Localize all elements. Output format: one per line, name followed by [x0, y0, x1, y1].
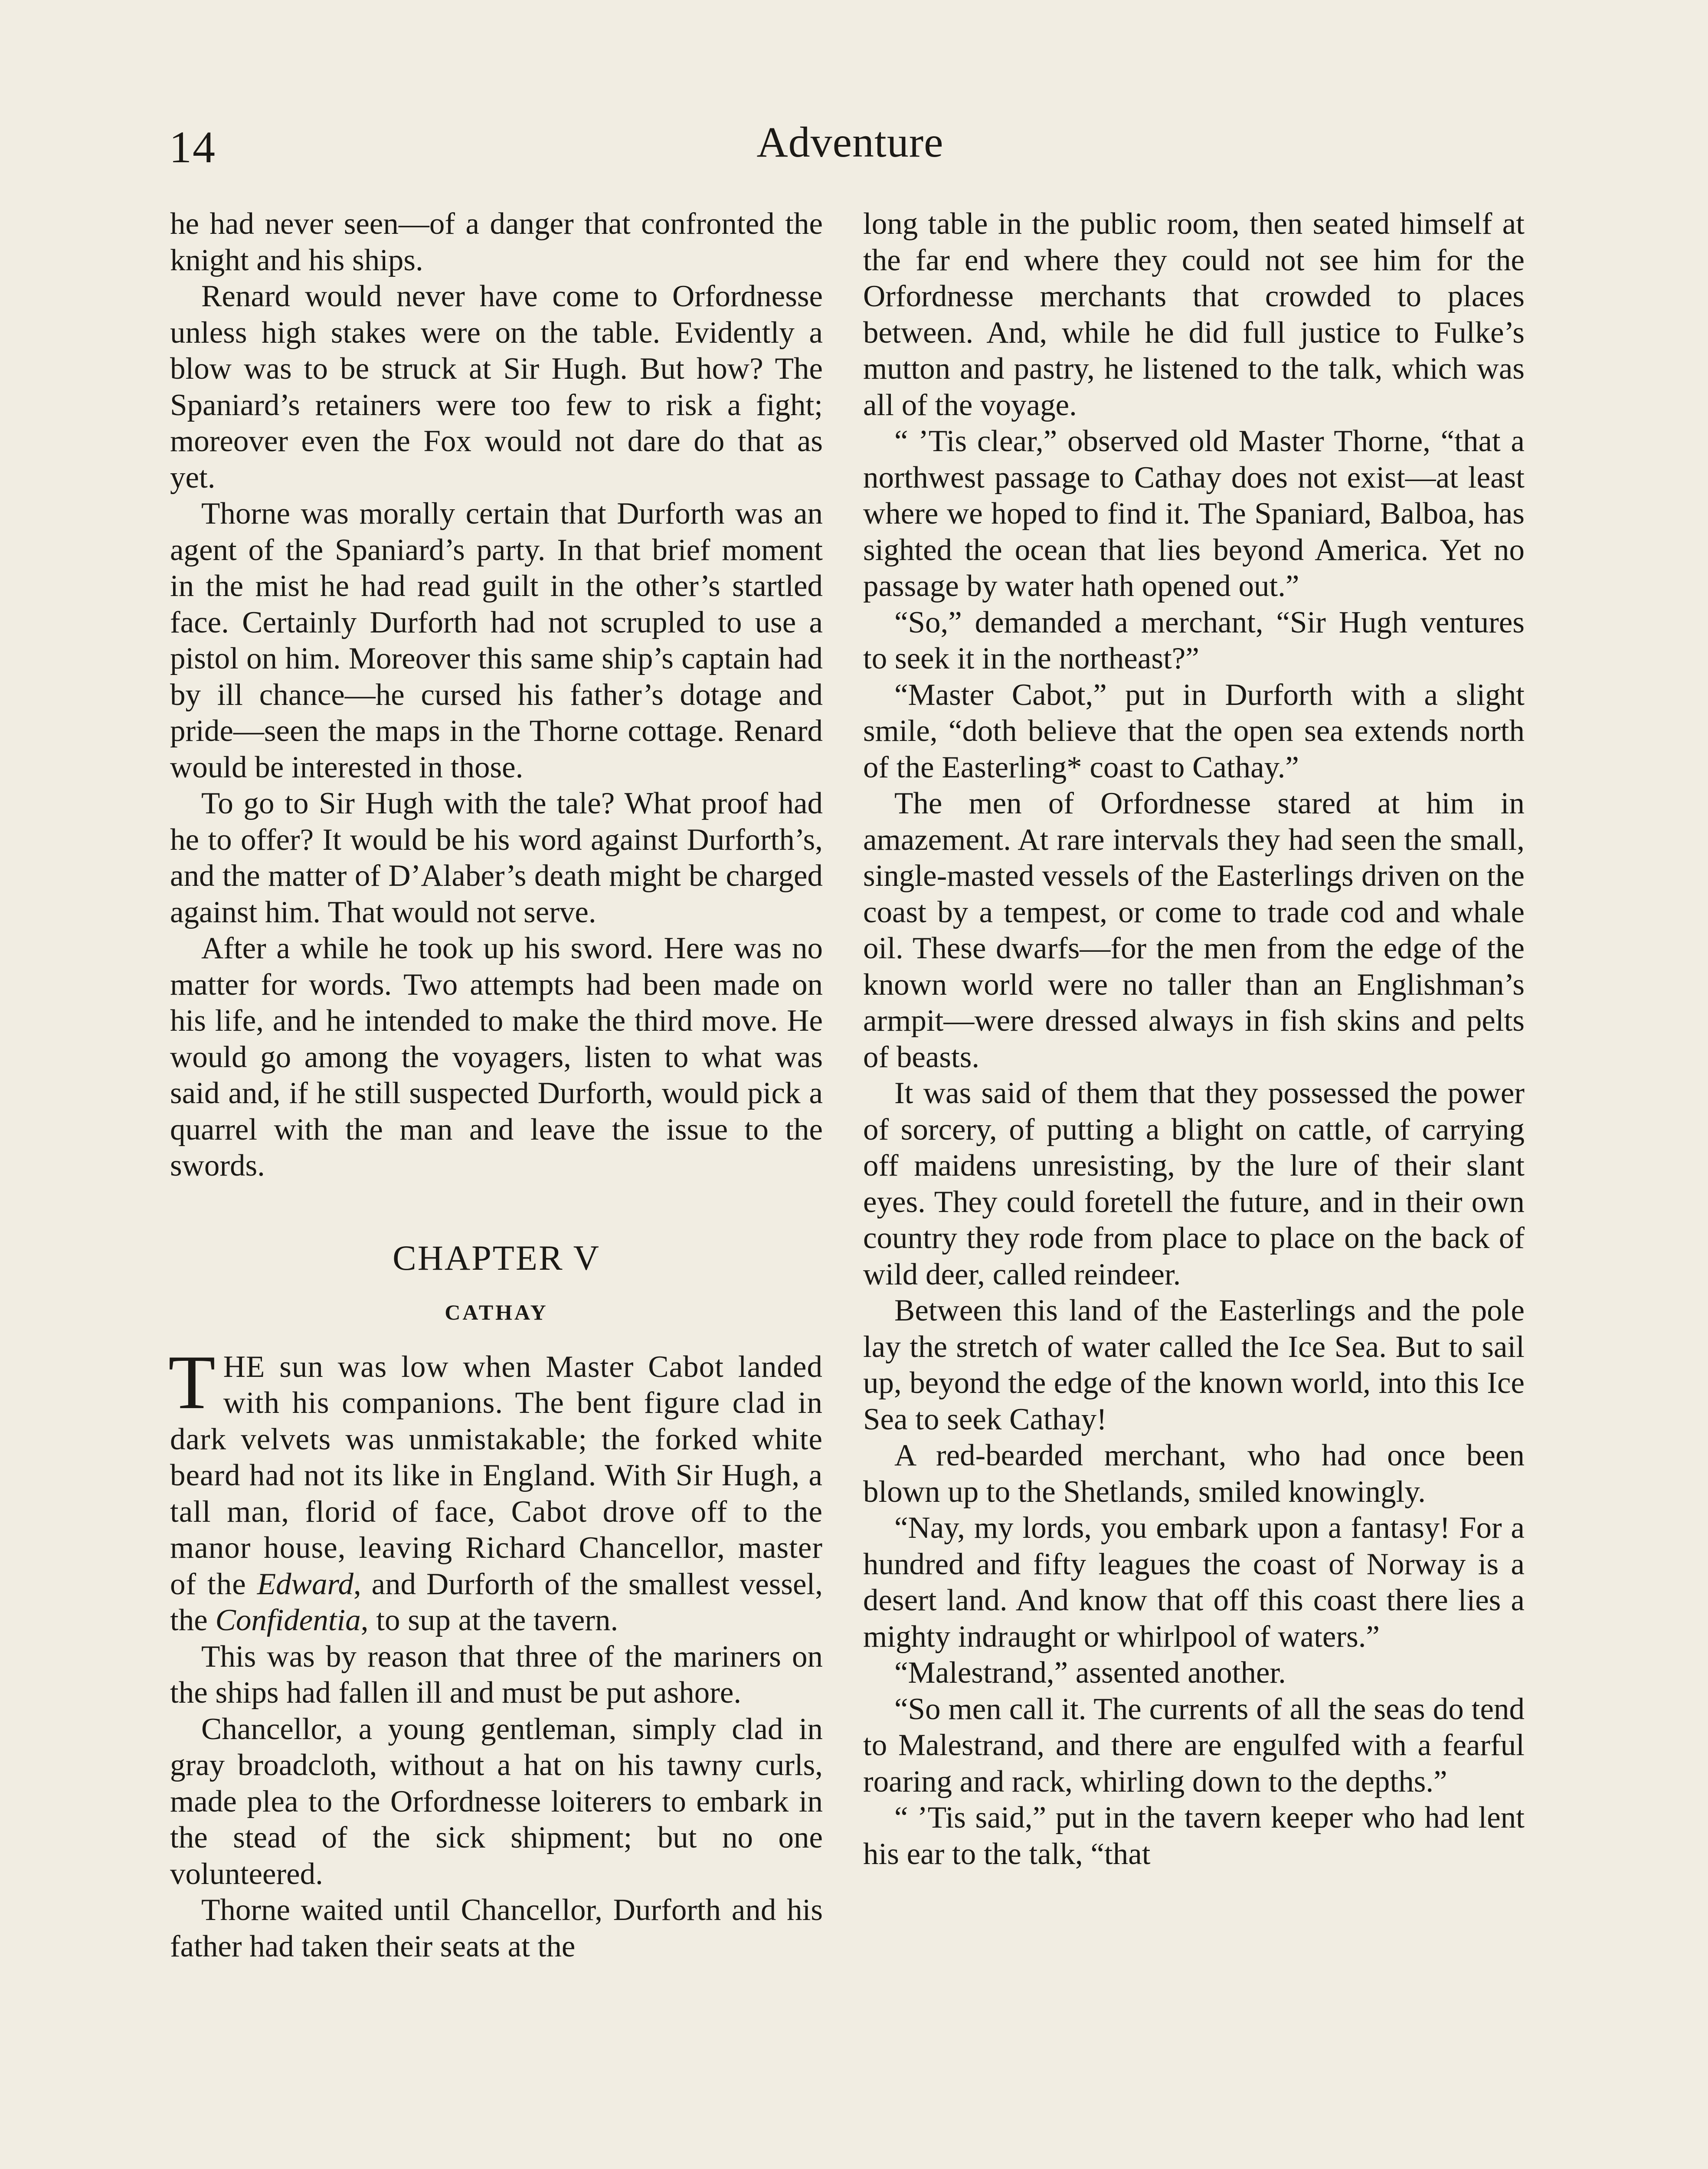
paragraph: A red-bearded merchant, who had once been blown up to the Shetlands, smiled knowingly. [863, 1438, 1525, 1509]
paragraph: This was by reason that three of the mariners on the ships had fallen ill and must be put ashore. [170, 1639, 823, 1710]
chapter-subtitle: CATHAY [445, 1300, 548, 1324]
paragraph: After a while he took up his sword. Here was no matter for words. Two attempts had been made on his life, and he intended to make the third move. He would go among the voyagers, listen to what was said and, if he still suspected Durforth, would pick a quarrel with the man and leave the issue to the swords. [170, 931, 823, 1183]
left-column [170, 206, 823, 1965]
running-head: Adventure [756, 118, 944, 166]
paragraph: Between this land of the Easterlings and the pole lay the stretch of water called the Ice Sea. But to sail up, beyond the edge of the known world, into this Ice Sea to seek Cathay! [863, 1294, 1525, 1436]
paragraph: Chancellor, a young gentleman, simply clad in gray broadcloth, without a hat on his tawny curls, made plea to the Orfordnesse loiterers to embark in the stead of the sick shipment; but no one volunteered. [170, 1712, 823, 1891]
page-number: 14 [169, 122, 216, 172]
paragraph: he had never seen—of a danger that confronted the knight and his ships. [170, 207, 823, 277]
right-column [863, 206, 1525, 1872]
opening-text-middle: , and Durforth of the smallest vessel, the [170, 1567, 823, 1637]
drop-cap: T [168, 1339, 216, 1425]
opening-text: HE sun was low when Master Cabot landed with his companions. The bent figure clad in dark velvets was unmistakable; the forked white beard had not its like in England. With Sir Hugh, a tall man, florid of face, Cabot drove off to the manor house, leaving Richard Chancellor, master of the [170, 1350, 823, 1601]
paragraph: Thorne waited until Chancellor, Durforth and his father had taken their seats at the [170, 1893, 823, 1963]
paragraph: “So,” demanded a merchant, “Sir Hugh ventures to seek it in the northeast?” [863, 605, 1525, 675]
paragraph: Thorne was morally certain that Durforth was an agent of the Spaniard’s party. In that brief moment in the mist he had read guilt in the other’s startled face. Certainly Durforth had not scrupled to use a pistol on him. Moreover this same ship’s captain had by ill chance—he cursed his father’s dotage and pride—seen the maps in the Thorne cottage. Renard would be interested in those. [170, 497, 823, 784]
opening-text-end: , to sup at the tavern. [360, 1603, 618, 1637]
paragraph: To go to Sir Hugh with the tale? What proof had he to offer? It would be his word against Durforth’s, and the matter of D’Alaber’s death might be charged against him. That would not serve. [170, 786, 823, 929]
page-header [169, 117, 1531, 178]
paragraph: “Malestrand,” assented another. [894, 1656, 1286, 1690]
paragraph: long table in the public room, then seated himself at the far end where they could not see him for the Orfordnesse merchants that crowded to places between. And, while he did full justice to Fulke’s mutton and pastry, he listened to the talk, which was all of the voyage. [863, 207, 1525, 422]
paragraph: Renard would never have come to Orfordnesse unless high stakes were on the table. Evidently a blow was to be struck at Sir Hugh. But how? The Spaniard’s retainers were too few to risk a fight; moreover even the Fox would not dare do that as yet. [170, 279, 823, 495]
chapter-opening-paragraph [168, 1339, 823, 1639]
chapter-heading: CHAPTER V [393, 1238, 600, 1278]
ship-name: Confidentia [215, 1603, 361, 1637]
paragraph: “Nay, my lords, you embark upon a fantasy! For a hundred and fifty leagues the coast of Norway is a desert land. And know that off this coast there lies a mighty indraught or whirlpool of waters.” [863, 1511, 1525, 1654]
paragraph: The men of Orfordnesse stared at him in amazement. At rare intervals they had seen the small, single-masted vessels of the Easterlings driven on the coast by a tempest, or come to trade cod and whale oil. These dwarfs—for the men from the edge of the known world were no taller than an Englishman’s armpit—were dressed always in fish skins and pelts of beasts. [863, 786, 1525, 1074]
paragraph: “So men call it. The currents of all the seas do tend to Malestrand, and there are engulfed with a fearful roaring and rack, whirling down to the depths.” [863, 1692, 1525, 1799]
paragraph: “ ’Tis clear,” observed old Master Thorne, “that a northwest passage to Cathay does not exist—at least where we hoped to find it. The Spaniard, Balboa, has sighted the ocean that lies beyond America. Yet no passage by water hath opened out.” [863, 424, 1525, 603]
paragraph: “Master Cabot,” put in Durforth with a slight smile, “doth believe that the open sea extends north of the Easterling* coast to Cathay.” [863, 678, 1525, 784]
ship-name: Edward [257, 1567, 353, 1601]
paragraph: It was said of them that they possessed the power of sorcery, of putting a blight on cattle, of carrying off maidens unresisting, by the lure of their slant eyes. They could foretell the future, and in their own country they rode from place to place on the back of wild deer, called reindeer. [863, 1076, 1525, 1291]
paragraph: “ ’Tis said,” put in the tavern keeper who had lent his ear to the talk, “that [863, 1801, 1525, 1871]
